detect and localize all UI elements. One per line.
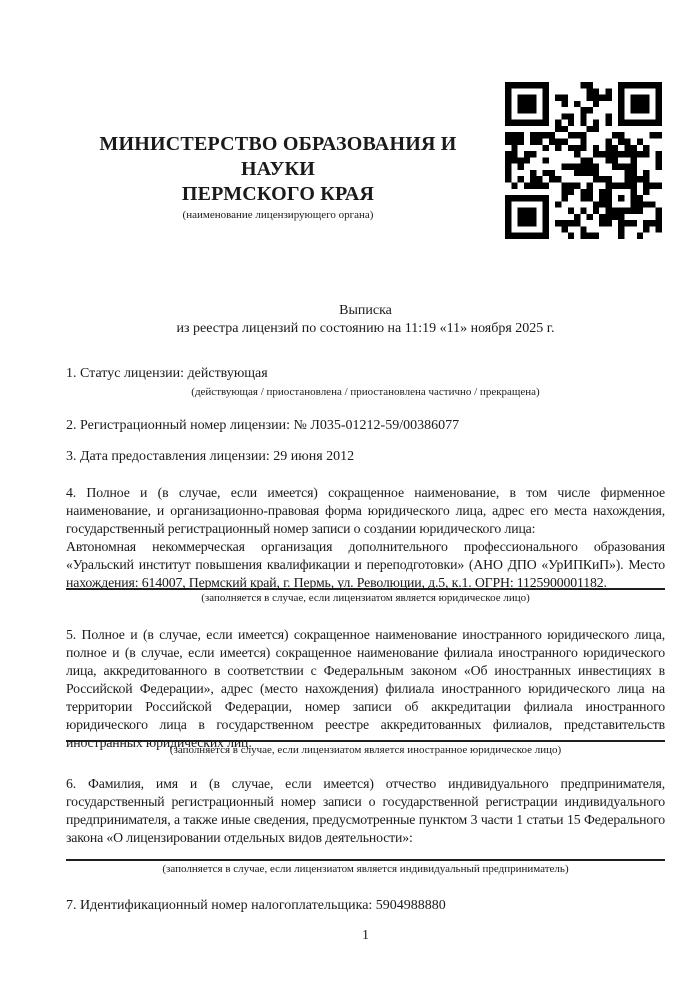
section-status: 1. Статус лицензии: действующая [66, 366, 268, 381]
foreign-entity-divider [66, 740, 665, 742]
legal-entity-divider [66, 588, 665, 590]
document-title-line2: из реестра лицензий по состоянию на 11:19 «11» ноября 2025 г. [176, 321, 555, 336]
authority-caption: (наименование лицензирующего органа) [182, 209, 374, 221]
section-foreign-entity: 5. Полное и (в случае, если имеется) сокращенное наименование иностранного юридического лица, полное и (в случае, если имеется) сокращенное наименование филиала иностранного юридического лица, аккредитованного в соответствии с Федеральным законом «Об иностранных инвестициях в Российской Федерации», адрес (место нахождения) филиала иностранного юридического лица на территории Российской Федерации, номер записи об аккредитации филиала иностранного юридического лица в государственном реестре аккредитованных филиалов, представительств иностранных юридических лиц: [66, 627, 665, 750]
individual-entrepreneur-caption: (заполняется в случае, если лицензиатом является индивидуальный предприниматель) [162, 863, 569, 875]
document-title-line1: Выписка [339, 303, 392, 318]
section-status-caption: (действующая / приостановлена / приостановлена частично / прекращена) [191, 386, 540, 398]
qr-code-icon [505, 82, 662, 239]
section-individual-entrepreneur: 6. Фамилия, имя и (в случае, если имеется) отчество индивидуального предпринимателя, государственный регистрационный номер записи о государственной регистрации индивидуального предпринимателя, а также иные сведения, предусмотренные пунктом 3 части 1 статьи 15 Федерального закона «О лицензировании отдельных видов деятельности»: [66, 776, 665, 845]
legal-entity-requirement-text: 4. Полное и (в случае, если имеется) сокращенное наименование, в том числе фирменное наименование, и организационно-правовая форма юридического лица, адрес его места нахождения, государственный регистрационный номер записи о создании юридического лица: [66, 485, 665, 536]
section-legal-entity [66, 484, 665, 592]
section-taxpayer-id: 7. Идентификационный номер налогоплательщика: 5904988880 [66, 898, 446, 913]
document-title [66, 302, 665, 338]
licensing-authority-header [66, 132, 490, 222]
page-number: 1 [362, 928, 369, 943]
authority-name-line1: МИНИСТЕРСТВО ОБРАЗОВАНИЯ И НАУКИ [99, 133, 457, 180]
authority-name-line2: ПЕРМСКОГО КРАЯ [181, 183, 375, 205]
foreign-entity-caption: (заполняется в случае, если лицензиатом является иностранное юридическое лицо) [169, 744, 562, 756]
legal-entity-value-text: Автономная некоммерческая организация дополнительного профессионального образования «Уральский институт повышения квалификации и переподготовки» (АНО ДПО «УрИПКиП»). Место нахождения: 614007, Пермский край, г. Пермь, ул. Революции, д.5, к.1. ОГРН: 1125900001182. [66, 539, 665, 590]
section-grant-date: 3. Дата предоставления лицензии: 29 июня 2012 [66, 449, 355, 464]
legal-entity-caption: (заполняется в случае, если лицензиатом является юридическое лицо) [201, 592, 530, 604]
section-registration-number: 2. Регистрационный номер лицензии: № Л035-01212-59/00386077 [66, 418, 460, 433]
individual-entrepreneur-divider [66, 859, 665, 861]
